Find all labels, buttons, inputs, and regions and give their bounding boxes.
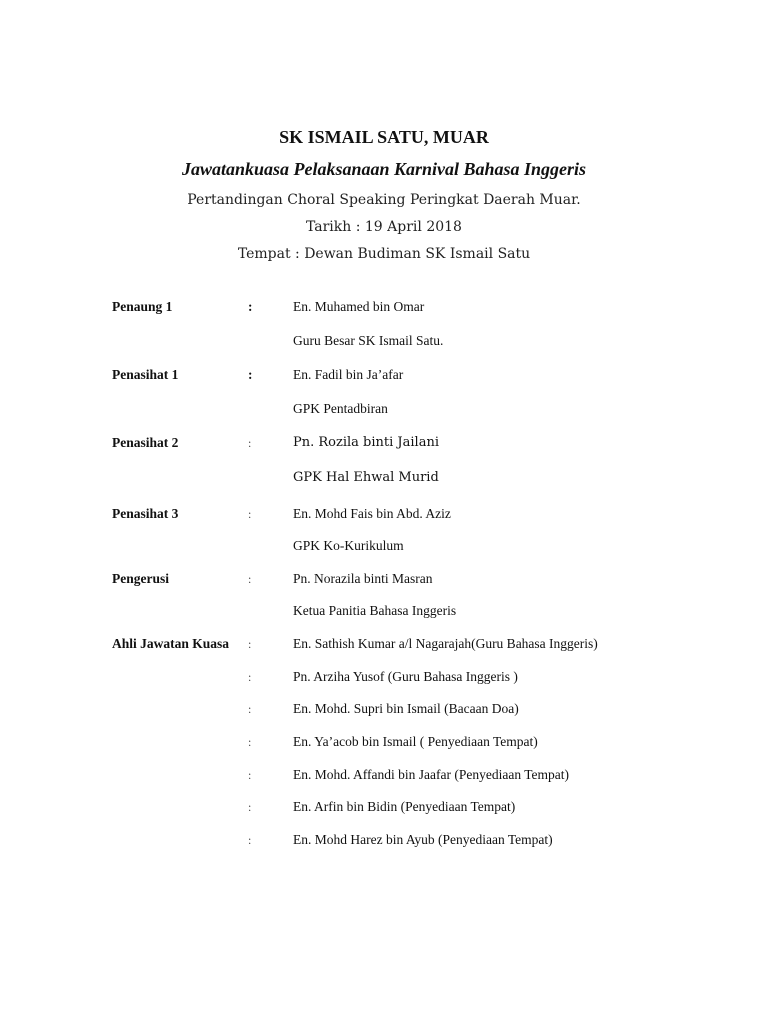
separator: : (248, 572, 252, 586)
member-entry: Ketua Panitia Bahasa Inggeris (293, 603, 457, 618)
committee-row (0, 367, 768, 387)
member-entry: En. Mohd. Affandi bin Jaafar (Penyediaan Tempat) (293, 767, 569, 782)
member-entry: GPK Ko-Kurikulum (293, 538, 404, 553)
date-line: Tarikh : 19 April 2018 (306, 219, 462, 235)
committee-row (0, 470, 768, 490)
separator: : (248, 833, 252, 847)
member-entry: Guru Besar SK Ismail Satu. (293, 333, 444, 348)
separator: : (248, 299, 253, 314)
separator: : (248, 670, 252, 684)
committee-row (0, 734, 768, 754)
member-entry: En. Muhamed bin Omar (293, 299, 425, 314)
member-entry: En. Ya’acob bin Ismail ( Penyediaan Tempat) (293, 734, 538, 749)
school-title: SK ISMAIL SATU, MUAR (279, 127, 489, 147)
committee-row (0, 333, 768, 353)
separator: : (248, 367, 253, 382)
committee-row (0, 701, 768, 721)
member-entry: En. Mohd Harez bin Ayub (Penyediaan Tempat) (293, 832, 553, 847)
member-entry: En. Arfin bin Bidin (Penyediaan Tempat) (293, 799, 516, 814)
member-entry: En. Mohd Fais bin Abd. Aziz (293, 506, 451, 521)
member-entry: Pn. Arziha Yusof (Guru Bahasa Inggeris ) (293, 669, 518, 684)
committee-row (0, 506, 768, 526)
committee-row (0, 538, 768, 558)
committee-row (0, 799, 768, 819)
committee-row (0, 435, 768, 455)
role-label: Pengerusi (112, 571, 169, 586)
event-line: Pertandingan Choral Speaking Peringkat Daerah Muar. (187, 192, 581, 208)
separator: : (248, 800, 252, 814)
committee-row (0, 636, 768, 656)
role-label: Penasihat 2 (112, 435, 179, 450)
member-entry: GPK Pentadbiran (293, 401, 388, 416)
committee-title: Jawatankuasa Pelaksanaan Karnival Bahasa Inggeris (181, 159, 587, 179)
committee-row (0, 299, 768, 319)
committee-row (0, 603, 768, 623)
committee-row (0, 669, 768, 689)
role-label: Penasihat 3 (112, 506, 179, 521)
separator: : (248, 507, 252, 521)
member-entry: En. Mohd. Supri bin Ismail (Bacaan Doa) (293, 701, 519, 716)
separator: : (248, 637, 252, 651)
member-entry: Pn. Rozila binti Jailani (293, 435, 439, 450)
member-entry: GPK Hal Ehwal Murid (293, 470, 439, 485)
member-entry: Pn. Norazila binti Masran (293, 571, 433, 586)
committee-row (0, 767, 768, 787)
member-entry: En. Sathish Kumar a/l Nagarajah(Guru Bahasa Inggeris) (293, 636, 598, 651)
separator: : (248, 436, 252, 450)
committee-row (0, 571, 768, 591)
separator: : (248, 768, 252, 782)
separator: : (248, 702, 252, 716)
committee-row (0, 401, 768, 421)
role-label: Penaung 1 (112, 299, 173, 314)
role-label: Ahli Jawatan Kuasa (112, 636, 230, 651)
separator: : (248, 735, 252, 749)
role-label: Penasihat 1 (112, 367, 179, 382)
member-entry: En. Fadil bin Ja’afar (293, 367, 404, 382)
committee-row (0, 832, 768, 852)
venue-line: Tempat : Dewan Budiman SK Ismail Satu (237, 246, 531, 262)
